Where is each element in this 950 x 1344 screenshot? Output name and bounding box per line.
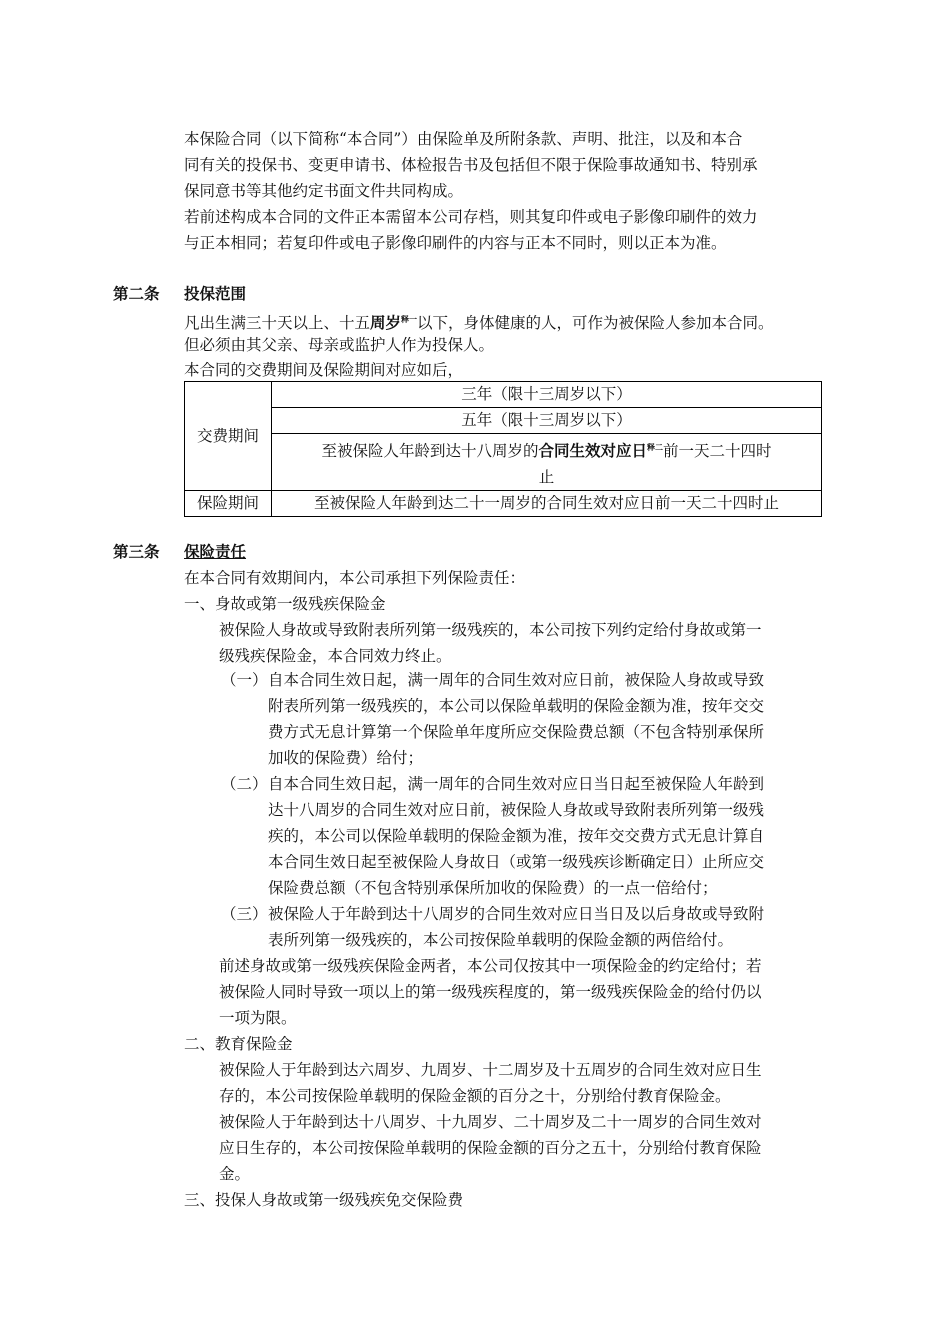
intro-line: 与正本相同；若复印件或电子影像印刷件的内容与正本不同时，则以正本为准。 (184, 234, 727, 252)
eligibility-text: 以下，身体健康的人，可作为被保险人参加本合同。 (417, 314, 774, 332)
body-line: 级残疾保险金，本合同效力终止。 (219, 647, 452, 665)
body-line: 前述身故或第一级残疾保险金两者，本公司仅按其中一项保险金的约定给付；若 (219, 957, 762, 975)
body-line: 疾的，本公司以保险单载明的保险金额为准，按年交交费方式无息计算自 (268, 827, 765, 845)
body-line: 被保险人同时导致一项以上的第一级残疾程度的，第一级残疾保险金的给付仍以 (219, 983, 762, 1001)
item-number: （一） (221, 671, 268, 689)
body-line: 被保险人于年龄到达十八周岁的合同生效对应日当日及以后身故或导致附 (268, 905, 765, 923)
body-line: 被保险人于年龄到达六周岁、九周岁、十二周岁及十五周岁的合同生效对应日生 (219, 1061, 762, 1079)
article-number: 第三条 (113, 543, 160, 561)
body-line: 本合同生效日起至被保险人身故日（或第一级残疾诊断确定日）止所应交 (268, 853, 765, 871)
table-cell (272, 434, 822, 491)
table-cell: 至被保险人年龄到达二十一周岁的合同生效对应日前一天二十四时止 (272, 491, 822, 517)
body-line: 加收的保险费）给付； (268, 749, 424, 767)
table-row (185, 408, 822, 434)
eligibility-line: 但必须由其父亲、母亲或监护人作为投保人。 (184, 336, 495, 354)
period-table (184, 381, 822, 517)
defined-term-age: 周岁 (370, 314, 402, 332)
footnote-ref: 释一 (401, 314, 418, 324)
intro-line: 保同意书等其他约定书面文件共同构成。 (184, 182, 464, 200)
article-title: 保险责任 (184, 543, 247, 561)
body-line: 存的，本公司按保险单载明的保险金额的百分之十，分别给付教育保险金。 (219, 1087, 731, 1105)
body-line: 被保险人于年龄到达十八周岁、十九周岁、二十周岁及二十一周岁的合同生效对 (219, 1113, 762, 1131)
body-line: 应日生存的，本公司按保险单载明的保险金额的百分之五十，分别给付教育保险 (219, 1139, 762, 1157)
section-heading: 一、身故或第一级残疾保险金 (184, 595, 386, 613)
eligibility-text: 凡出生满三十天以上、十五 (184, 314, 371, 332)
item-number: （三） (221, 905, 268, 923)
section-heading: 三、投保人身故或第一级残疾免交保险费 (184, 1191, 464, 1209)
body-line: 自本合同生效日起，满一周年的合同生效对应日当日起至被保险人年龄到 (268, 775, 765, 793)
item-number: （二） (221, 775, 268, 793)
body-line: 金。 (219, 1165, 251, 1183)
intro-line: 本保险合同（以下简称“本合同”）由保险单及所附条款、声明、批注，以及和本合 (184, 130, 743, 148)
cell-text: 止 (538, 468, 555, 486)
cell-text: 至被保险人年龄到达十八周岁的 (321, 442, 539, 460)
table-row (185, 491, 822, 517)
section-heading: 二、教育保险金 (184, 1035, 293, 1053)
body-line: 费方式无息计算第一个保险单年度所应交保险费总额（不包含特别承保所 (268, 723, 765, 741)
body-line: 达十八周岁的合同生效对应日前，被保险人身故或导致附表所列第一级残 (268, 801, 765, 819)
table-cell: 五年（限十三周岁以下） (272, 408, 822, 434)
intro-line: 同有关的投保书、变更申请书、体检报告书及包括但不限于保险事故通知书、特别承 (184, 156, 758, 174)
defined-term-anniversary: 合同生效对应日 (538, 442, 647, 460)
article-title: 投保范围 (184, 285, 247, 303)
body-line: 被保险人身故或导致附表所列第一级残疾的，本公司按下列约定给付身故或第一 (219, 621, 762, 639)
body-line: 保险费总额（不包含特别承保所加收的保险费）的一点一倍给付； (268, 879, 718, 897)
body-line: 表所列第一级残疾的，本公司按保险单载明的保险金额的两倍给付。 (268, 931, 734, 949)
body-line: 附表所列第一级残疾的，本公司以保险单载明的保险金额为准，按年交交 (268, 697, 765, 715)
table-cell: 三年（限十三周岁以下） (272, 382, 822, 408)
body-line: 一项为限。 (219, 1009, 297, 1027)
table-intro: 本合同的交费期间及保险期间对应如后， (184, 361, 464, 379)
table-row (185, 382, 822, 408)
insurance-period-label: 保险期间 (185, 491, 272, 517)
body-line: 在本合同有效期间内，本公司承担下列保险责任： (184, 569, 526, 587)
article-number: 第二条 (113, 285, 160, 303)
intro-line: 若前述构成本合同的文件正本需留本公司存档，则其复印件或电子影像印刷件的效力 (184, 208, 758, 226)
pay-period-label: 交费期间 (185, 382, 272, 491)
footnote-ref: 释二 (647, 442, 663, 452)
body-line: 自本合同生效日起，满一周年的合同生效对应日前，被保险人身故或导致 (268, 671, 765, 689)
table-row (185, 434, 822, 491)
cell-text: 前一天二十四时 (663, 442, 772, 460)
